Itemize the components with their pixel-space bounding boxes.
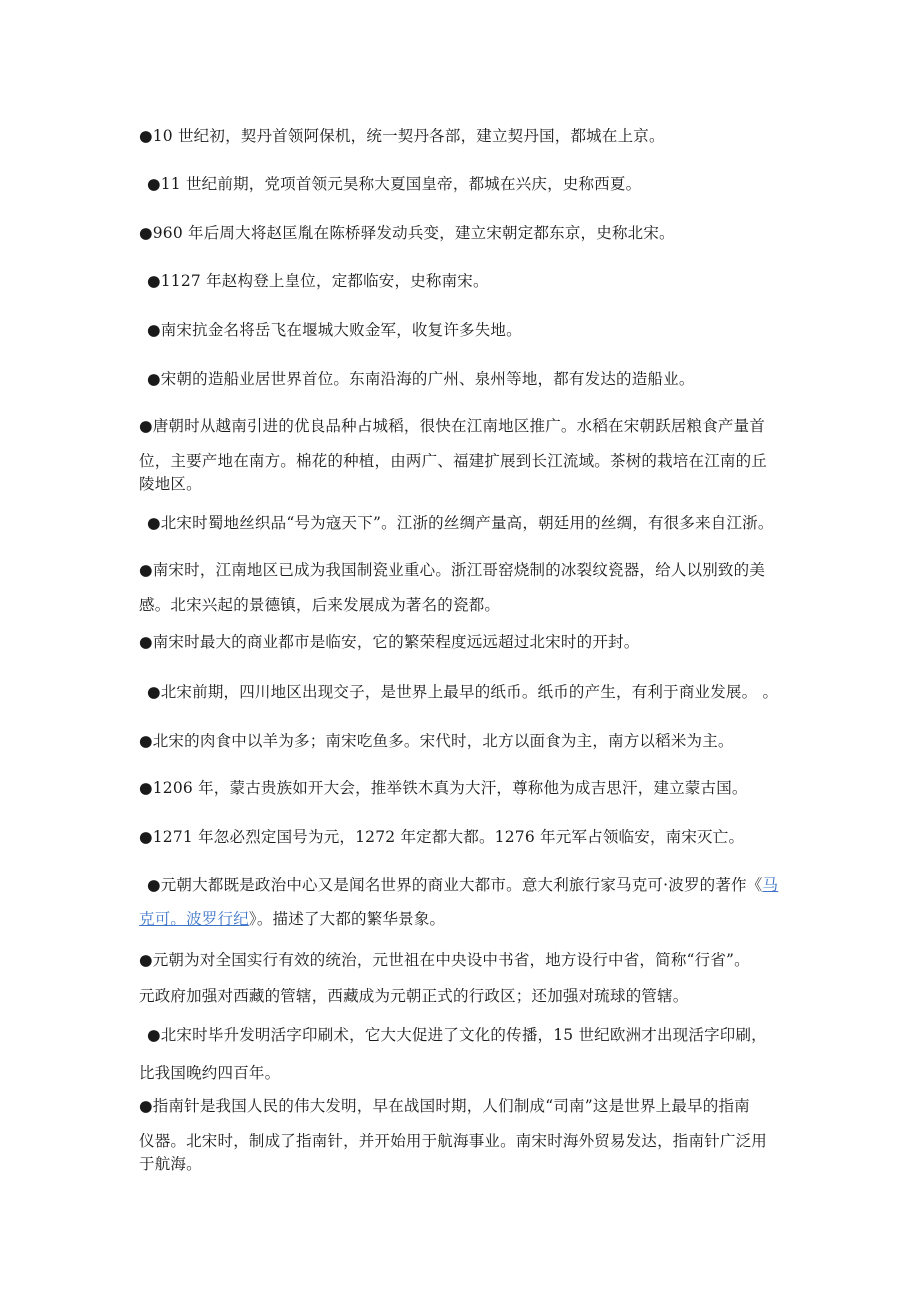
text-line: 陵地区。 — [139, 475, 202, 493]
text-line: ●960 年后周大将赵匡胤在陈桥驿发动兵变，建立宋朝定都东京，史称北宋。 — [139, 224, 675, 242]
paragraph-diet — [139, 729, 794, 751]
text-line: ●1271 年忽必烈定国号为元，1272 年定都大都。1276 年元军占领临安，南宋灭亡。 — [139, 828, 745, 846]
paragraph-xixia — [147, 172, 794, 194]
text-line: 于航海。 — [139, 1155, 202, 1173]
paragraph-compass — [139, 1089, 794, 1175]
paragraph-linan — [139, 630, 794, 652]
text-line: ●1127 年赵构登上皇位，定都临安，史称南宋。 — [147, 272, 489, 290]
paragraph-yue-fei — [147, 318, 794, 340]
text-line: ●北宋时蜀地丝织品“号为寇天下”。江浙的丝绸产量高，朝廷用的丝绸，有很多来自江浙。 — [147, 514, 774, 532]
paragraph-mongol — [139, 776, 794, 798]
text-line: ●11 世纪前期，党项首领元昊称大夏国皇帝，都城在兴庆，史称西夏。 — [147, 175, 642, 193]
text-line: 比我国晚约四百年。 — [139, 1064, 281, 1082]
text-line: ●1206 年，蒙古贵族如开大会，推举铁木真为大汗，尊称他为成吉思汗，建立蒙古国。 — [139, 779, 748, 797]
paragraph-province — [139, 942, 794, 1014]
text-line: 元政府加强对西藏的管辖，西藏成为元朝正式的行政区；还加强对琉球的管辖。 — [139, 987, 689, 1005]
paragraph-northern-song — [139, 221, 794, 243]
paragraph-porcelain — [139, 553, 794, 623]
paragraph-southern-song — [147, 269, 794, 291]
text-line: ●指南针是我国人民的伟大发明，早在战国时期，人们制成“司南”这是世界上最早的指南 — [139, 1097, 750, 1115]
book-title-link[interactable]: 克可。波罗行纪 — [139, 910, 249, 928]
paragraph-jiaozi — [147, 680, 794, 702]
text-line: ●北宋时毕升发明活字印刷术，它大大促进了文化的传播，15 世纪欧洲才出现活字印刷， — [147, 1026, 767, 1044]
text-segment: 》。描述了大都的繁华景象。 — [248, 910, 446, 928]
text-line — [139, 902, 794, 936]
paragraph-yuan — [139, 825, 794, 847]
paragraph-marco-polo — [139, 868, 794, 936]
text-line — [147, 868, 794, 902]
text-line: ●南宋抗金名将岳飞在堰城大败金军，收复许多失地。 — [147, 321, 522, 339]
text-line: ●元朝为对全国实行有效的统治，元世祖在中央设中书省，地方设行中省，简称“行省”。 — [139, 951, 750, 969]
text-line: 感。北宋兴起的景德镇，后来发展成为著名的瓷都。 — [139, 596, 501, 614]
text-line: ●南宋时，江南地区已成为我国制瓷业重心。浙江哥窑烧制的冰裂纹瓷器，给人以别致的美 — [139, 561, 766, 579]
text-line: 位，主要产地在南方。棉花的种植，由两广、福建扩展到长江流域。茶树的栽培在江南的丘 — [139, 452, 768, 470]
paragraph-liao — [139, 124, 794, 146]
text-line: 仪器。北宋时，制成了指南针，并开始用于航海事业。南宋时海外贸易发达，指南针广泛用 — [139, 1132, 768, 1150]
book-title-link[interactable]: 马 — [762, 876, 779, 894]
text-line: ●宋朝的造船业居世界首位。东南沿海的广州、泉州等地，都有发达的造船业。 — [147, 370, 695, 388]
text-line: ●南宋时最大的商业都市是临安，它的繁荣程度远远超过北宋时的开封。 — [139, 633, 640, 651]
paragraph-shipbuilding — [147, 367, 794, 389]
text-segment: ●元朝大都既是政治中心又是闻名世界的商业大都市。意大利旅行家马克可·波罗的著作《 — [147, 876, 763, 894]
paragraph-silk — [147, 511, 794, 533]
text-line: ●北宋的肉食中以羊为多；南宋吃鱼多。宋代时，北方以面食为主，南方以稻米为主。 — [139, 732, 734, 750]
text-line: ●唐朝时从越南引进的优良品种占城稻，很快在江南地区推广。水稻在宋朝跃居粮食产量首 — [139, 417, 766, 435]
paragraph-printing — [139, 1016, 794, 1092]
paragraph-agriculture — [139, 409, 794, 495]
text-line: ●北宋前期，四川地区出现交子，是世界上最早的纸币。纸币的产生，有利于商业发展。 。 — [147, 683, 779, 701]
text-line: ●10 世纪初，契丹首领阿保机，统一契丹各部，建立契丹国，都城在上京。 — [139, 127, 665, 145]
